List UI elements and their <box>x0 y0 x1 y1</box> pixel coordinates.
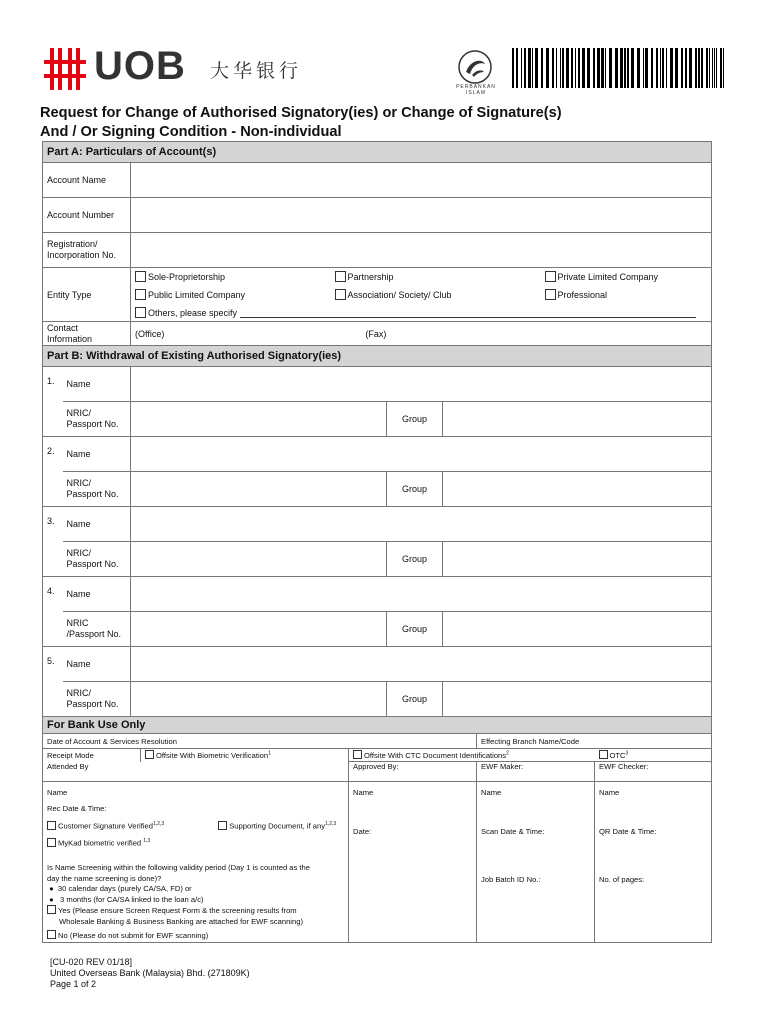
rm-biometric-option[interactable] <box>141 749 349 762</box>
signatory-name-field[interactable] <box>131 647 712 682</box>
entity-option-others[interactable] <box>131 304 712 322</box>
account-number-field[interactable] <box>131 198 712 233</box>
signatory-id-field[interactable] <box>131 472 387 507</box>
signatory-group-label: Group <box>387 472 443 507</box>
others-checkbox[interactable] <box>135 307 146 318</box>
date-resolution-label[interactable]: Date of Account & Services Resolution <box>43 734 477 749</box>
signatory-number: 4. <box>43 577 63 647</box>
yes-label-line-2: Wholesale Banking & Business Banking are attached for EWF scanning) <box>59 916 303 926</box>
bullet-2-text: 3 months (for CA/SA linked to the loan a/c) <box>60 894 204 904</box>
signatory-name-label: Name <box>63 367 131 402</box>
signatory-id-line-2: Passport No. <box>66 699 119 709</box>
signatory-id-line-1: NRIC/ <box>66 688 91 698</box>
signatory-group-field[interactable] <box>443 402 712 437</box>
signatory-id-field[interactable] <box>131 402 387 437</box>
perbankan-islam-logo-icon <box>458 50 492 84</box>
association-label: Association/ Society/ Club <box>347 290 452 300</box>
signatory-name-label: Name <box>63 647 131 682</box>
signatory-id-line-1: NRIC/ <box>66 478 91 488</box>
account-name-field[interactable] <box>131 163 712 198</box>
entity-option-professional[interactable] <box>541 286 712 304</box>
signatory-id-line-2: /Passport No. <box>66 629 122 639</box>
fax-label: (Fax) <box>365 328 387 339</box>
rm-ctc-option[interactable] <box>349 749 595 762</box>
signatory-group-label: Group <box>387 402 443 437</box>
signatory-id-field[interactable] <box>131 682 387 717</box>
attended-by-details <box>43 782 349 943</box>
signatory-group-label: Group <box>387 612 443 647</box>
rm-otc-sup: 3 <box>625 750 629 757</box>
entity-option-public[interactable] <box>131 286 331 304</box>
signatory-id-line-1: NRIC/ <box>66 548 91 558</box>
account-name-label: Account Name <box>43 163 131 198</box>
signatory-name-label: Name <box>63 507 131 542</box>
rm-ctc-label: Offsite With CTC Document Identifications <box>364 751 507 760</box>
public-checkbox[interactable] <box>135 289 146 300</box>
approved-by-label[interactable]: Approved By: <box>349 762 477 782</box>
professional-checkbox[interactable] <box>545 289 556 300</box>
signatory-number: 5. <box>43 647 63 717</box>
contact-label-line-1: Contact <box>47 322 79 333</box>
form-title <box>40 104 562 142</box>
uob-chinese-name: 大华银行 <box>210 61 303 82</box>
bank-use-table <box>42 716 712 943</box>
registration-label-line-1: Registration/ <box>47 239 98 249</box>
signatory-id-line-1: NRIC <box>66 618 89 628</box>
pages-label: No. of pages: <box>599 875 645 884</box>
approved-date-label: Date: <box>353 826 372 836</box>
signatory-id-field[interactable] <box>131 542 387 577</box>
contact-label <box>43 322 131 346</box>
signatory-name-field[interactable] <box>131 437 712 472</box>
signatory-group-label: Group <box>387 542 443 577</box>
professional-label: Professional <box>557 290 608 300</box>
attended-by-label[interactable]: Attended By <box>43 762 349 782</box>
form-title-line-2: And / Or Signing Condition - Non-individual <box>40 124 342 140</box>
bullet-1-text: 30 calendar days (purely CA/SA, FD) or <box>57 884 192 894</box>
part-b-table <box>42 345 712 717</box>
supporting-checkbox[interactable] <box>218 821 227 830</box>
sole-label: Sole-Proprietorship <box>148 272 226 283</box>
public-label: Public Limited Company <box>148 290 246 300</box>
rm-biometric-sup: 1 <box>268 750 271 757</box>
screening-question-line-1: Is Name Screening within the following validity period (Day 1 is counted as the <box>47 863 310 873</box>
ewf-checker-label[interactable]: EWF Checker: <box>595 762 712 782</box>
mykad-checkbox[interactable] <box>47 838 56 847</box>
rm-ctc-checkbox[interactable] <box>353 750 362 759</box>
rm-biometric-checkbox[interactable] <box>145 750 154 759</box>
contact-label-line-2: Information <box>47 333 93 344</box>
others-label: Others, please specify <box>148 307 238 318</box>
registration-label <box>43 233 131 268</box>
entity-option-association[interactable] <box>331 286 541 304</box>
partnership-checkbox[interactable] <box>335 271 346 282</box>
approved-name-label: Name <box>353 788 374 797</box>
contact-field[interactable] <box>131 322 712 346</box>
ewf-maker-label[interactable]: EWF Maker: <box>477 762 595 782</box>
entity-option-partnership[interactable] <box>331 268 541 286</box>
yes-row <box>47 905 344 917</box>
account-number-label: Account Number <box>43 198 131 233</box>
supporting-label: Supporting Document, if any <box>229 821 326 831</box>
signatory-id-line-1: NRIC/ <box>66 408 91 418</box>
supporting-sup: 1,2,3 <box>325 821 337 827</box>
rec-date-label: Rec Date & Time: <box>47 803 107 813</box>
receipt-mode-label: Receipt Mode <box>43 749 141 762</box>
footer-page: Page 1 of 2 <box>50 979 97 989</box>
bank-use-heading: For Bank Use Only <box>43 717 712 734</box>
signatory-name-field[interactable] <box>131 577 712 612</box>
rm-otc-checkbox[interactable] <box>599 750 608 759</box>
uob-logo-icon <box>44 48 86 90</box>
cust-sig-sup: 1,2,3 <box>152 821 165 827</box>
signatory-id-label <box>63 472 131 507</box>
rm-biometric-label: Offsite With Biometric Verification <box>156 751 269 761</box>
signatory-id-label <box>63 402 131 437</box>
signatory-number: 1. <box>43 367 63 437</box>
part-a-table <box>42 141 712 346</box>
signatory-id-field[interactable] <box>131 612 387 647</box>
signatory-name-field[interactable] <box>131 507 712 542</box>
approved-by-details <box>349 782 477 943</box>
checker-name-label: Name <box>599 788 620 797</box>
registration-label-line-2: Incorporation No. <box>47 250 117 260</box>
no-row <box>47 930 344 942</box>
mykad-row <box>47 836 344 849</box>
signatory-group-field[interactable] <box>443 612 712 647</box>
part-a-heading: Part A: Particulars of Account(s) <box>43 142 712 163</box>
yes-label-line-1: Yes (Please ensure Screen Request Form & the screening results from <box>58 906 297 916</box>
yes-checkbox[interactable] <box>47 905 56 914</box>
ewf-maker-details <box>477 782 595 943</box>
signatory-id-label <box>63 542 131 577</box>
job-batch-label: Job Batch ID No.: <box>481 875 541 884</box>
part-b-heading: Part B: Withdrawal of Existing Authorised Signatory(ies) <box>43 346 712 367</box>
bullet-1: ● 30 calendar days (purely CA/SA, FD) or <box>47 884 192 894</box>
no-label: No (Please do not submit for EWF scanning) <box>58 931 209 941</box>
screening-question-line-2: day the name screening is done)? <box>47 873 162 883</box>
partnership-label: Partnership <box>347 272 394 283</box>
signatory-number: 2. <box>43 437 63 507</box>
bullet-2: ● 3 months (for CA/SA linked to the loan a/c) <box>47 894 204 904</box>
form-title-line-1: Request for Change of Authorised Signatory(ies) or Change of Signature(s) <box>40 105 562 121</box>
scan-date-label: Scan Date & Time: <box>481 826 545 836</box>
signatory-name-label: Name <box>63 577 131 612</box>
cust-sig-checkbox[interactable] <box>47 821 56 830</box>
office-label: (Office) <box>135 328 165 339</box>
signatory-group-label: Group <box>387 682 443 717</box>
footer-company: United Overseas Bank (Malaysia) Bhd. (271809K) <box>50 968 250 978</box>
private-checkbox[interactable] <box>545 271 556 282</box>
maker-name-label: Name <box>481 788 502 797</box>
signatory-id-label <box>63 682 131 717</box>
signatory-group-field[interactable] <box>443 682 712 717</box>
private-label: Private Limited Company <box>557 272 659 283</box>
footer-rev: [CU-020 REV 01/18] <box>50 957 133 967</box>
signatory-group-field[interactable] <box>443 542 712 577</box>
mykad-sup: 1,3 <box>143 838 151 845</box>
registration-field[interactable] <box>131 233 712 268</box>
signatory-name-label: Name <box>63 437 131 472</box>
rm-otc-option[interactable] <box>595 749 712 762</box>
uob-logo-text: UOB <box>94 44 186 88</box>
association-checkbox[interactable] <box>335 289 346 300</box>
signatory-group-field[interactable] <box>443 472 712 507</box>
entity-option-private[interactable] <box>541 268 712 286</box>
rm-ctc-sup: 2 <box>506 750 509 757</box>
barcode-icon <box>512 48 724 88</box>
signatory-number: 3. <box>43 507 63 577</box>
signatory-id-line-2: Passport No. <box>66 419 119 429</box>
rm-otc-label: OTC <box>609 751 626 760</box>
entity-type-label: Entity Type <box>43 268 131 322</box>
attended-name-label: Name <box>47 788 68 797</box>
qr-date-label: QR Date & Time: <box>599 826 657 836</box>
sole-checkbox[interactable] <box>135 271 146 282</box>
signatory-id-line-2: Passport No. <box>66 559 119 569</box>
cust-sig-row <box>47 819 344 832</box>
footer <box>50 957 250 990</box>
entity-option-sole[interactable] <box>131 268 331 286</box>
no-checkbox[interactable] <box>47 930 56 939</box>
signatory-id-label <box>63 612 131 647</box>
others-specify-line[interactable] <box>240 317 696 318</box>
signatory-name-field[interactable] <box>131 367 712 402</box>
ewf-checker-details <box>595 782 712 943</box>
cust-sig-label: Customer Signature Verified <box>58 821 153 831</box>
signatory-id-line-2: Passport No. <box>66 489 119 499</box>
effecting-branch-label[interactable]: Effecting Branch Name/Code <box>477 734 712 749</box>
perbankan-islam-label: PERBANKAN ISLAM <box>456 84 496 96</box>
mykad-label: MyKad biometric verified <box>58 838 142 848</box>
